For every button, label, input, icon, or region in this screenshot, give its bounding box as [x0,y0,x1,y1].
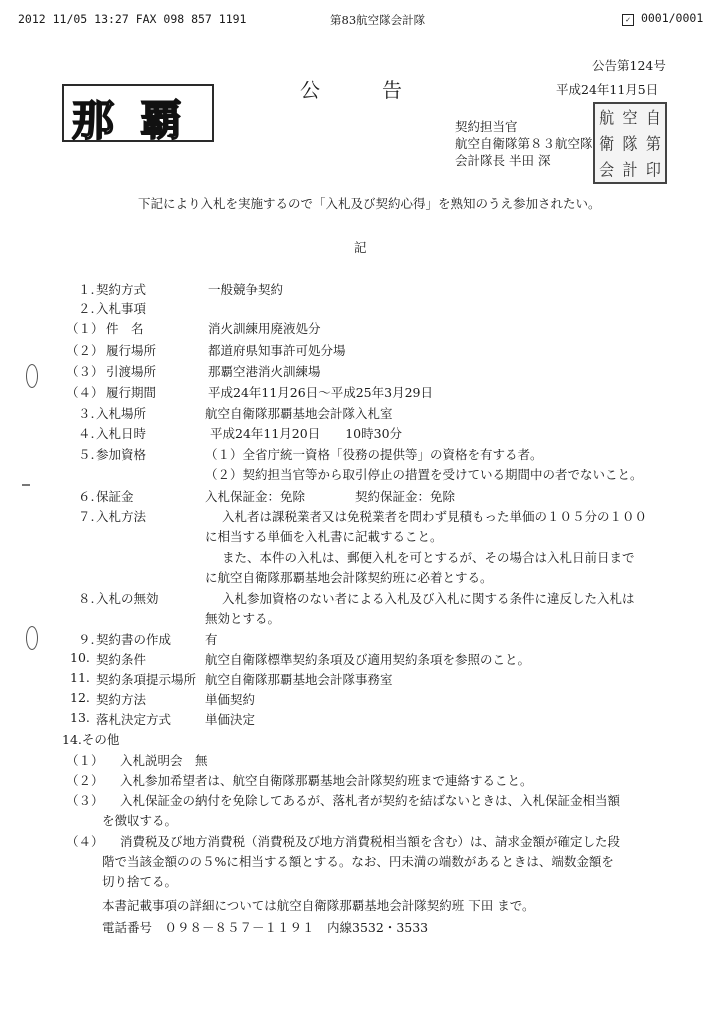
item-value: （１）全省庁統一資格「役務の提供等」の資格を有する者。 [205,447,543,462]
item-text-line: に航空自衛隊那覇基地会計隊契約班に必着とする。 [205,570,493,585]
item-value: 単価決定 [205,712,256,727]
contact-line-1: 本書記載事項の詳細については航空自衛隊那覇基地会計隊契約班 下田 まで。 [102,898,535,913]
official-seal [593,102,667,184]
item-label: 契約方式 [96,282,147,297]
item-num: 13. [70,710,90,725]
item-label: 契約方法 [96,692,147,707]
item-label: 入札の無効 [96,591,159,606]
seal-char: 空 [622,107,638,128]
notice-date: 平成24年11月5日 [556,82,659,97]
fax-page: 0001/0001 [640,11,704,25]
item-value: 単価契約 [205,692,256,707]
seal-char: 第 [645,133,661,154]
other-num: （３） [66,793,104,808]
item-num: ２. [78,301,95,316]
item-value: 消火訓練用廃液処分 [208,321,321,336]
other-num: （４） [66,834,104,849]
signatory-line-2: 航空自衛隊第８３航空隊 [455,136,593,151]
other-line: を徴収する。 [102,813,178,828]
item-value: 平成24年11月20日 10時30分 [210,426,403,441]
item-label: 参加資格 [96,447,147,462]
punch-hole-top [26,364,38,388]
other-line: 入札保証金の納付を免除してあるが、落札者が契約を結ばないときは、入札保証金相当額 [120,793,621,808]
item-value: 航空自衛隊那覇基地会計隊事務室 [205,672,393,687]
item-label: 引渡場所 [106,364,157,379]
item-label: 契約条件 [96,652,147,667]
item-value: 一般競争契約 [208,282,284,297]
fax-datetime: 2012 11/05 13:27 FAX 098 857 1191 [18,12,247,26]
fax-icon: ✓ [622,14,634,26]
seal-char: 会 [599,159,615,180]
item-value: 有 [205,632,218,647]
item-14-heading: 14.その他 [62,732,120,747]
stamp-char-1: 那 [72,96,115,145]
other-line: 消費税及び地方消費税（消費税及び地方消費税相当額を含む）は、請求金額が確定した段 [120,834,621,849]
item-text-line: 無効とする。 [205,611,281,626]
item-value: 入札保証金：免除 契約保証金：免除 [205,489,456,504]
item-num: （１） [66,321,104,336]
item-label: 契約書の作成 [96,632,172,647]
item-value: 平成24年11月26日～平成25年3月29日 [208,385,433,400]
other-line: 入札参加希望者は、航空自衛隊那覇基地会計隊契約班まで連絡すること。 [120,773,533,788]
item-num: ４. [78,426,95,441]
item-label: 入札方法 [96,509,147,524]
item-num: ８. [78,591,95,606]
item-num: ３. [78,406,95,421]
item-label: 履行期間 [106,385,157,400]
item-num: ９. [78,632,95,647]
item-label: 履行場所 [106,343,157,358]
item-value: 那覇空港消火訓練場 [208,364,321,379]
other-line: 階で当該金額のの５%に相当する額とする。なお、円未満の端数があるときは、端数金額を [102,854,614,869]
signatory-line-3: 会計隊長 半田 深 [455,153,551,168]
stamp-char-2: 覇 [140,96,183,145]
seal-char: 自 [645,107,661,128]
item-value: 航空自衛隊那覇基地会計隊入札室 [205,406,393,421]
item-num: （４） [66,385,104,400]
item-num: ６. [78,489,95,504]
punch-hole-bottom [26,626,38,650]
item-text-line: 入札参加資格のない者による入札及び入札に関する条件に違反した入札は [222,591,635,606]
notice-number: 公告第124号 [592,58,666,73]
fold-mark [22,484,30,486]
fax-sender: 第83航空隊会計隊 [330,13,426,27]
item-label: 契約条項提示場所 [96,672,197,687]
item-label: 入札事項 [96,301,147,316]
seal-char: 航 [599,107,615,128]
other-line: 切り捨てる。 [102,874,178,889]
item-value: 航空自衛隊標準契約条項及び適用契約条項を参照のこと。 [205,652,531,667]
other-line: 入札説明会 無 [120,753,208,768]
item-num: ５. [78,447,95,462]
item-text-line: 入札者は課税業者又は免税業者を問わず見積もった単価の１０５分の１００ [222,509,648,524]
notice-title: 公告 [300,78,464,102]
item-num: １. [78,282,95,297]
signatory-line-1: 契約担当官 [455,119,518,134]
item-num: 12. [70,690,90,705]
item-num: 10. [70,650,90,665]
seal-char: 衛 [599,133,615,154]
item-num: ７. [78,509,95,524]
fax-page-box [622,11,703,26]
seal-char: 印 [645,159,661,180]
item-num: （２） [66,343,104,358]
item-value: 都道府県知事許可処分場 [208,343,346,358]
item-label: 件 名 [106,321,144,336]
seal-char: 隊 [622,133,638,154]
item-num: 11. [70,670,90,685]
item-label: 入札日時 [96,426,147,441]
item-label: 入札場所 [96,406,147,421]
item-text-line: また、本件の入札は、郵便入札を可とするが、その場合は入札日前日まで [222,550,635,565]
ki-heading: 記 [354,240,367,255]
intro-text: 下記により入札を実施するので「入札及び契約心得」を熟知のうえ参加されたい。 [138,196,601,211]
item-num: （３） [66,364,104,379]
seal-char: 計 [622,159,638,180]
other-num: （１） [66,753,104,768]
item-label: 保証金 [96,489,134,504]
other-num: （２） [66,773,104,788]
item-text-line: に相当する単価を入札書に記載すること。 [205,529,443,544]
item-label: 落札決定方式 [96,712,172,727]
qualification-2: （２）契約担当官等から取引停止の措置を受けている期間中の者でないこと。 [205,467,643,482]
contact-line-2: 電話番号 ０９８－８５７－１１９１ 内線3532・3533 [102,920,429,935]
